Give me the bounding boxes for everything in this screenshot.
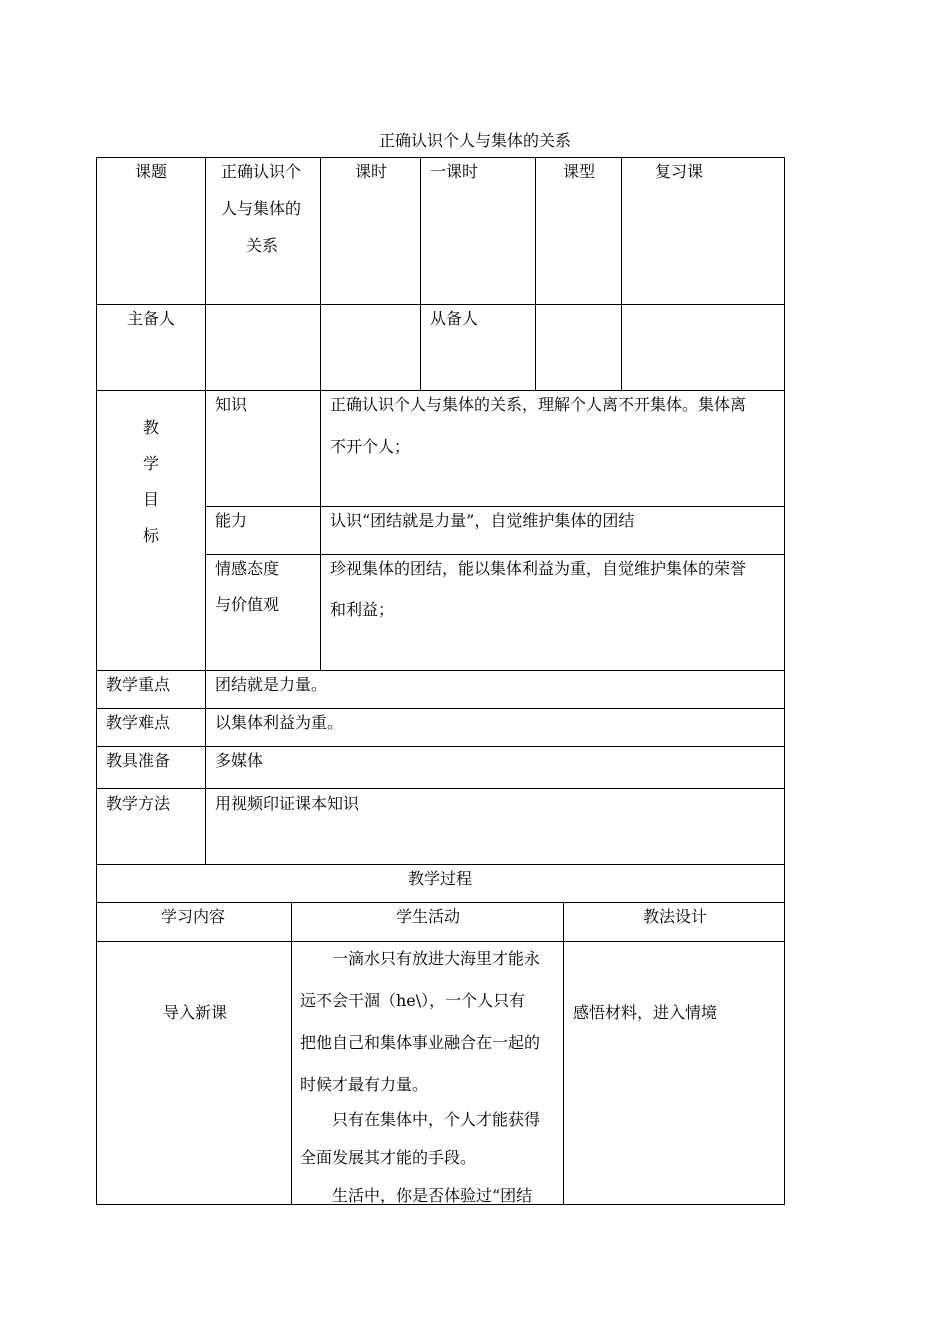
sub-prep-label-cell	[420, 304, 536, 391]
method-label-cell	[96, 788, 206, 865]
row1-activity-line-4: 时候才最有力量。	[300, 1075, 429, 1094]
knowledge-line-2: 不开个人；	[330, 437, 411, 456]
emotion-label-line-1: 情感态度	[215, 559, 280, 578]
row1-activity-line-3: 把他自己和集体事业融合在一起的	[300, 1033, 541, 1052]
method-value: 用视频印证课本知识	[215, 794, 360, 813]
row1-content: 导入新课	[163, 1003, 228, 1022]
difficulty-value: 以集体利益为重。	[215, 713, 344, 732]
period-label-cell	[320, 157, 421, 305]
goals-label-char-3: 目	[143, 490, 160, 509]
emotion-value-cell	[320, 554, 785, 671]
main-prep-label-cell	[96, 304, 206, 391]
difficulty-label: 教学难点	[106, 713, 171, 732]
row1-activity-line-6: 全面发展其才能的手段。	[300, 1148, 477, 1167]
ability-value: 认识“团结就是力量”，自觉维护集体的团结	[330, 511, 635, 530]
key-point-label-cell	[96, 670, 206, 709]
row1-activity-line-5: 只有在集体中，个人才能获得	[332, 1110, 541, 1129]
sub-prep-label: 从备人	[430, 309, 479, 328]
period-label: 课时	[355, 162, 388, 181]
emotion-label-line-2: 与价值观	[215, 595, 280, 614]
row1-activity-cell	[291, 941, 564, 1205]
knowledge-value-cell	[320, 390, 785, 507]
difficulty-value-cell	[205, 708, 785, 747]
process-heading: 教学过程	[408, 869, 473, 888]
tools-value-cell	[205, 746, 785, 789]
tools-label-cell	[96, 746, 206, 789]
col-content-header	[96, 902, 292, 942]
ability-value-cell	[320, 506, 785, 555]
type-label: 课型	[563, 162, 596, 181]
row1-design: 感悟材料，进入情境	[573, 1003, 718, 1022]
page-title: 正确认识个人与集体的关系	[378, 131, 571, 150]
knowledge-label: 知识	[215, 395, 248, 414]
knowledge-line-1: 正确认识个人与集体的关系，理解个人离不开集体。集体离	[330, 395, 747, 414]
col-design-label: 教法设计	[643, 907, 708, 926]
method-label: 教学方法	[106, 794, 171, 813]
emotion-label-cell	[205, 554, 321, 671]
blank-cell	[320, 304, 421, 391]
blank-cell-2	[621, 304, 785, 391]
goals-label-char-4: 标	[143, 526, 160, 545]
col-content-label: 学习内容	[161, 907, 226, 926]
topic-value-line-1: 正确认识个	[221, 162, 302, 181]
key-point-label: 教学重点	[106, 675, 171, 694]
sub-prep-value-cell	[535, 304, 622, 391]
period-value: 一课时	[430, 162, 479, 181]
period-value-cell	[420, 157, 536, 305]
ability-label: 能力	[215, 511, 248, 530]
method-value-cell	[205, 788, 785, 865]
topic-value-line-2: 人与集体的	[221, 199, 302, 218]
tools-label: 教具准备	[106, 751, 171, 770]
topic-label: 课题	[135, 162, 168, 181]
topic-value-line-3: 关系	[246, 236, 279, 255]
knowledge-label-cell	[205, 390, 321, 507]
emotion-line-2: 和利益；	[330, 600, 395, 619]
row1-activity-line-7: 生活中，你是否体验过“团结	[332, 1186, 533, 1205]
ability-label-cell	[205, 506, 321, 555]
goals-label-char-1: 教	[143, 418, 160, 437]
goals-label-char-2: 学	[143, 454, 160, 473]
row1-activity-line-2: 远不会干涸（he\），一个人只有	[300, 991, 526, 1010]
process-heading-cell	[96, 864, 785, 903]
topic-label-cell	[96, 157, 206, 305]
main-prep-value-cell	[205, 304, 321, 391]
topic-value-cell	[205, 157, 321, 305]
emotion-line-1: 珍视集体的团结，能以集体利益为重，自觉维护集体的荣誉	[330, 559, 747, 578]
difficulty-label-cell	[96, 708, 206, 747]
row1-activity-line-1: 一滴水只有放进大海里才能永	[332, 949, 541, 968]
key-point-value-cell	[205, 670, 785, 709]
col-activity-header	[291, 902, 564, 942]
tools-value: 多媒体	[215, 751, 264, 770]
col-design-header	[563, 902, 785, 942]
main-prep-label: 主备人	[127, 309, 176, 328]
key-point-value: 团结就是力量。	[215, 675, 328, 694]
col-activity-label: 学生活动	[396, 907, 461, 926]
type-value-cell	[621, 157, 785, 305]
type-value: 复习课	[655, 162, 704, 181]
row1-design-cell	[563, 941, 785, 1205]
type-label-cell	[535, 157, 622, 305]
row1-content-cell	[96, 941, 292, 1205]
